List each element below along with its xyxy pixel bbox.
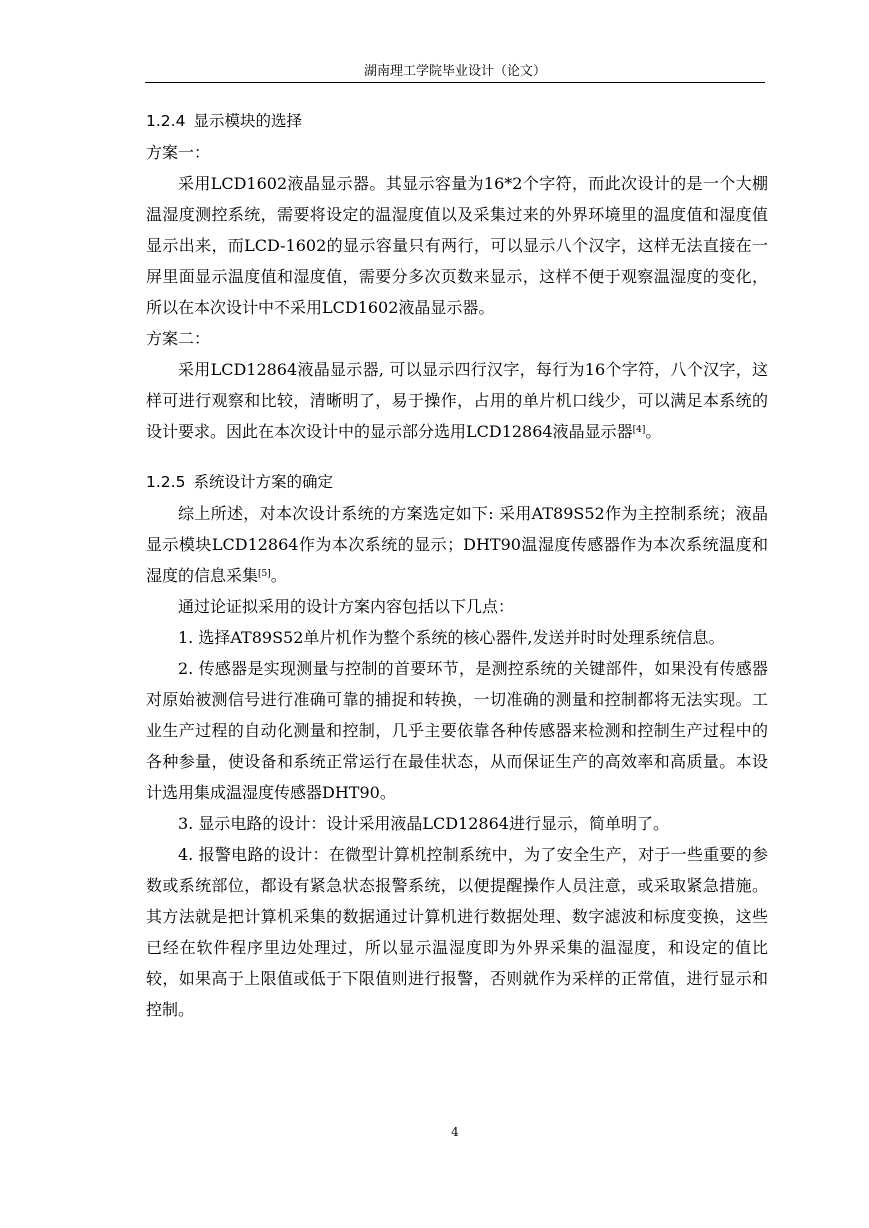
citation-4: [4] xyxy=(632,425,646,435)
page-number: 4 xyxy=(451,1125,459,1139)
section-title: 显示模块的选择 xyxy=(193,112,302,130)
scheme-two-text: 采用LCD12864液晶显示器, 可以显示四行汉字，每行为16个字符，八个汉字，这样可进行观察和比较，清晰明了，易于操作，占用的单片机口线少，可以满足本系统的设计要求。因此在本次设计中的显示部分选用LCD12864液晶显示器 xyxy=(146,360,768,441)
section-heading-1-2-5 xyxy=(146,467,768,498)
scheme-two-paragraph xyxy=(146,354,768,447)
section-spacer xyxy=(146,447,768,467)
point-2: 2. 传感器是实现测量与控制的首要环节，是测控系统的关键部件，如果没有传感器对原始被测信号进行准确可靠的捕捉和转换，一切准确的测量和控制都将无法实现。工业生产过程的自动化测量和控制，几乎主要依靠各种传感器来检测和控制生产过程中的各种参量，使设备和系统正常运行在最佳状态，从而保证生产的高效率和高质量。本设计选用集成温湿度传感器DHT90。 xyxy=(146,659,768,802)
scheme-one-label: 方案一： xyxy=(146,143,211,162)
section-number: 1.2.4 xyxy=(146,112,186,130)
page-header: 湖南理工学院毕业设计（论文） xyxy=(363,64,546,79)
document-body xyxy=(146,106,768,1025)
section-heading-1-2-4 xyxy=(146,106,768,137)
section-title: 系统设计方案的确定 xyxy=(193,473,333,491)
scheme-two-end: 。 xyxy=(645,422,662,441)
header-rule xyxy=(145,82,765,83)
points-intro: 通过论证拟采用的设计方案内容包括以下几点： xyxy=(178,597,515,616)
scheme-one-paragraph: 采用LCD1602液晶显示器。其显示容量为16*2个字符，而此次设计的是一个大棚温湿度测控系统，需要将设定的温湿度值以及采集过来的外界环境里的温度值和湿度值显示出来，而LCD-1602的显示容量只有两行，可以显示八个汉字，这样无法直接在一屏里面显示温度值和湿度值，需要分多次页数来显示，这样不便于观察温湿度的变化，所以在本次设计中不采用LCD1602液晶显示器。 xyxy=(146,174,768,317)
summary-text: 综上所述，对本次设计系统的方案选定如下: 采用AT89S52作为主控制系统；液晶显示模块LCD12864作为本次系统的显示；DHT90温湿度传感器作为本次系统温度和湿度的信息采集 xyxy=(146,504,768,585)
section-number: 1.2.5 xyxy=(146,473,186,491)
point-4: 4. 报警电路的设计：在微型计算机控制系统中，为了安全生产，对于一些重要的参数或系统部位，都设有紧急状态报警系统，以便提醒操作人员注意，或采取紧急措施。其方法就是把计算机采集的数据通过计算机进行数据处理、数字滤波和标度变换，这些已经在软件程序里边处理过，所以显示温湿度即为外界采集的温湿度，和设定的值比较，如果高于上限值或低于下限值则进行报警，否则就作为采样的正常值，进行显示和控制。 xyxy=(146,845,768,1019)
summary-paragraph xyxy=(146,498,768,591)
citation-5: [5] xyxy=(258,569,271,579)
point-1: 1. 选择AT89S52单片机作为整个系统的核心器件,发送并时时处理系统信息。 xyxy=(178,628,725,647)
summary-end: 。 xyxy=(270,566,287,585)
point-3: 3. 显示电路的设计：设计采用液晶LCD12864进行显示，简单明了。 xyxy=(178,814,669,833)
scheme-two-label: 方案二： xyxy=(146,329,211,348)
